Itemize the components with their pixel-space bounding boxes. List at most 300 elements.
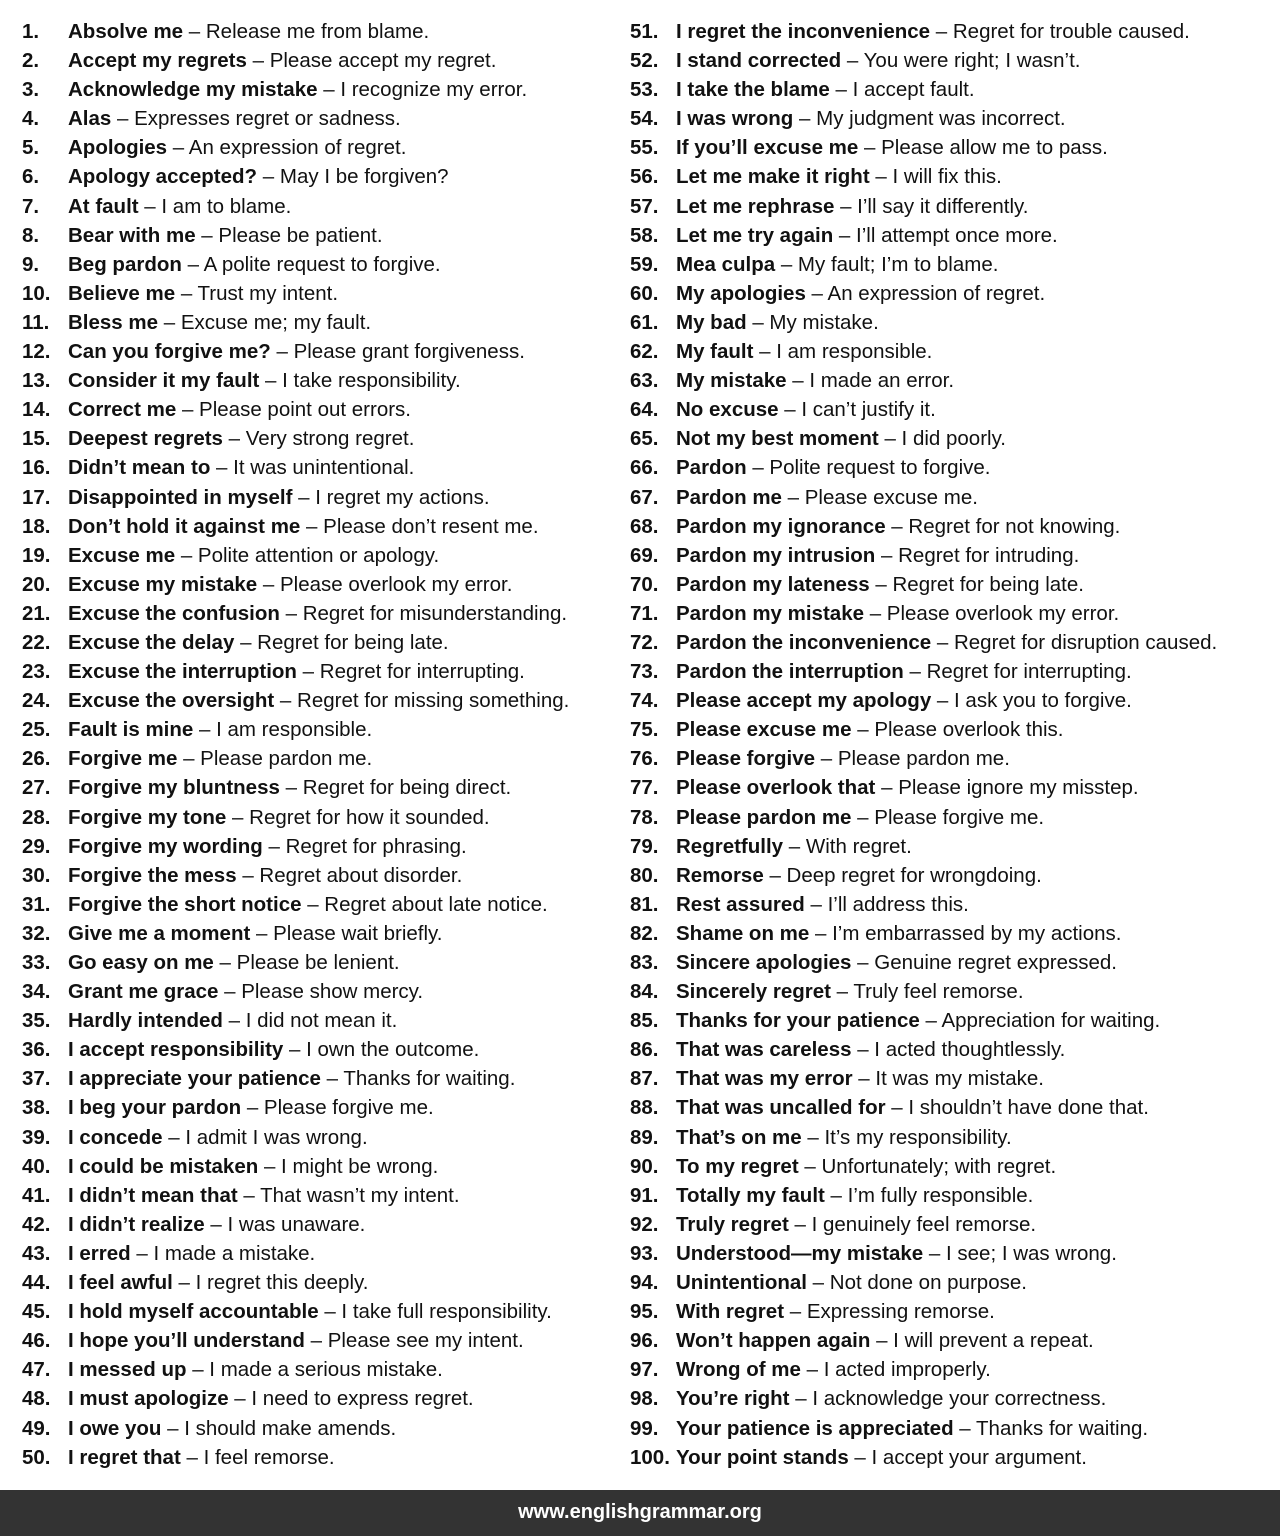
list-item [22,948,622,977]
list-item [630,337,1270,366]
item-separator: – [318,1300,342,1324]
item-number: 82. [630,921,659,945]
item-meaning: I am responsible. [216,718,373,742]
item-separator: – [746,456,770,480]
item-phrase: I feel awful [68,1271,173,1295]
item-separator: – [775,252,798,276]
list-item [630,162,1270,191]
item-number: 14. [22,398,51,422]
item-meaning: Unfortunately; with regret. [821,1154,1057,1178]
item-phrase: Wrong of me [676,1358,801,1382]
item-meaning: It was my mistake. [875,1067,1044,1091]
item-separator: – [805,281,828,305]
list-item [22,803,622,832]
item-number: 28. [22,805,51,829]
item-separator: – [158,310,181,334]
list-item [22,424,622,453]
item-phrase: Deepest regrets [68,427,223,451]
list-item [22,686,622,715]
item-number: 95. [630,1300,659,1324]
item-number: 12. [22,340,51,364]
item-meaning: Regret for interrupting. [926,660,1132,684]
list-item [630,1384,1270,1413]
item-meaning: Regret for missing something. [297,689,570,713]
list-item [22,250,622,279]
list-item [630,424,1270,453]
item-number: 94. [630,1271,659,1295]
item-phrase: That was uncalled for [676,1096,886,1120]
list-item [630,308,1270,337]
item-phrase: You’re right [676,1387,790,1411]
item-number: 50. [22,1445,51,1469]
item-meaning: Please be patient. [218,223,383,247]
item-phrase: That was my error [676,1067,853,1091]
phrase-column-left [22,17,622,1472]
list-item [22,570,622,599]
item-meaning: Regret for trouble caused. [952,20,1190,43]
item-number: 92. [630,1212,659,1236]
item-number: 75. [630,718,659,742]
item-separator: – [172,1271,196,1295]
item-phrase: Apologies [68,136,168,160]
item-separator: – [753,340,777,364]
item-phrase: At fault [68,194,139,218]
list-item [630,192,1270,221]
item-meaning: I own the outcome. [306,1038,480,1062]
item-separator: – [824,1183,848,1207]
item-meaning: I accept your argument. [871,1445,1087,1469]
item-phrase: Go easy on me [68,951,214,974]
list-item [630,1123,1270,1152]
item-separator: – [858,136,882,160]
list-item [630,1152,1270,1181]
item-separator: – [885,514,909,538]
item-phrase: Sincerely regret [676,980,831,1004]
item-meaning: I should make amends. [184,1416,397,1440]
item-phrase: I erred [68,1241,131,1265]
item-number: 43. [22,1241,51,1265]
item-phrase: Pardon [676,456,747,480]
item-phrase: Pardon my mistake [676,601,864,625]
list-item [22,1443,622,1472]
list-item [630,599,1270,628]
list-item [630,1239,1270,1268]
item-number: 91. [630,1183,659,1207]
item-meaning: Please show mercy. [241,980,424,1004]
item-number: 26. [22,747,51,771]
item-phrase: With regret [676,1300,785,1324]
item-phrase: Don’t hold it against me [68,514,301,538]
item-separator: – [919,1009,942,1033]
item-number: 97. [630,1358,659,1382]
list-item [630,395,1270,424]
item-number: 27. [22,776,51,800]
item-number: 77. [630,776,659,800]
item-phrase: Forgive my tone [68,805,227,829]
item-separator: – [829,78,853,102]
item-separator: – [869,572,893,596]
list-item [630,1297,1270,1326]
list-item [630,773,1270,802]
item-number: 98. [630,1387,659,1411]
item-meaning: My mistake. [769,310,879,334]
list-item [22,221,622,250]
item-number: 46. [22,1329,51,1353]
list-item [22,17,622,46]
list-item [630,1414,1270,1443]
item-number: 36. [22,1038,51,1062]
item-separator: – [222,1009,246,1033]
item-meaning: I am to blame. [161,194,292,218]
item-meaning: May I be forgiven? [279,165,449,189]
list-item [22,628,622,657]
list-item [22,1268,622,1297]
item-phrase: Let me make it right [676,165,870,189]
list-item [22,162,622,191]
item-number: 23. [22,660,51,684]
item-separator: – [878,427,902,451]
item-meaning: Regret for phrasing. [285,834,467,858]
item-phrase: Your point stands [676,1445,849,1469]
item-number: 7. [22,194,40,218]
item-meaning: I feel remorse. [203,1445,335,1469]
item-separator: – [270,340,294,364]
item-separator: – [783,834,806,858]
item-meaning: I made a serious mistake. [209,1358,443,1382]
item-separator: – [176,398,200,422]
item-separator: – [258,1154,282,1178]
item-number: 61. [630,310,659,334]
list-item [22,1384,622,1413]
item-separator: – [180,1445,204,1469]
item-separator: – [259,369,283,393]
list-item [22,1239,622,1268]
item-phrase: My bad [676,310,747,334]
item-phrase: I regret the inconvenience [676,20,931,43]
item-number: 17. [22,485,51,509]
item-meaning: I might be wrong. [281,1154,439,1178]
item-number: 49. [22,1416,51,1440]
list-item [630,803,1270,832]
item-meaning: I did not mean it. [245,1009,398,1033]
list-item [22,192,622,221]
item-number: 87. [630,1067,659,1091]
item-phrase: I concede [68,1125,163,1149]
item-phrase: Excuse the confusion [68,601,280,625]
item-phrase: Acknowledge my mistake [68,78,318,102]
item-meaning: Not done on purpose. [829,1271,1027,1295]
item-number: 67. [630,485,659,509]
item-phrase: Pardon the inconvenience [676,630,932,654]
item-separator: – [304,1329,328,1353]
item-phrase: Your patience is appreciated [676,1416,954,1440]
item-separator: – [301,892,325,916]
list-item [630,977,1270,1006]
item-number: 60. [630,281,659,305]
list-item [22,744,622,773]
list-item [630,570,1270,599]
item-separator: – [218,980,242,1004]
list-item [22,75,622,104]
item-meaning: My judgment was incorrect. [816,107,1066,131]
item-number: 68. [630,514,659,538]
item-phrase: Accept my regrets [68,49,247,73]
item-separator: – [228,1387,252,1411]
item-phrase: Sincere apologies [676,951,852,974]
item-separator: – [111,107,135,131]
item-meaning: I will prevent a repeat. [893,1329,1094,1353]
item-number: 52. [630,49,659,73]
item-phrase: Grant me grace [68,980,219,1004]
item-meaning: I take full responsibility. [341,1300,552,1324]
item-meaning: With regret. [805,834,912,858]
item-separator: – [930,20,953,43]
item-separator: – [241,1096,264,1120]
item-separator: – [210,456,234,480]
item-number: 80. [630,863,659,887]
list-item [22,1355,622,1384]
item-number: 47. [22,1358,51,1382]
item-phrase: Give me a moment [68,921,251,945]
item-separator: – [177,747,201,771]
item-separator: – [841,49,864,73]
item-separator: – [279,601,303,625]
item-phrase: Fault is mine [68,718,194,742]
item-number: 53. [630,78,659,102]
item-meaning: I am responsible. [776,340,933,364]
item-number: 8. [22,223,40,247]
list-item [630,1093,1270,1122]
item-separator: – [246,49,270,73]
item-meaning: Excuse me; my fault. [180,310,372,334]
list-item [630,948,1270,977]
item-meaning: Polite attention or apology. [197,543,440,567]
item-meaning: Please be lenient. [236,951,400,974]
item-separator: – [186,1358,210,1382]
item-meaning: Please ignore my misstep. [898,776,1139,800]
item-phrase: Hardly intended [68,1009,223,1033]
item-meaning: Please forgive me. [263,1096,434,1120]
item-number: 51. [630,20,659,43]
item-number: 89. [630,1125,659,1149]
item-number: 54. [630,107,659,131]
item-number: 24. [22,689,51,713]
item-separator: – [801,1125,825,1149]
item-number: 11. [22,310,50,334]
item-number: 48. [22,1387,51,1411]
item-phrase: Totally my fault [676,1183,825,1207]
item-phrase: Regretfully [676,834,784,858]
item-separator: – [204,1212,228,1236]
item-separator: – [809,921,833,945]
item-separator: – [181,252,204,276]
phrase-column-right [630,17,1270,1472]
footer-bar [0,1490,1280,1536]
item-meaning: I did poorly. [901,427,1006,451]
item-separator: – [848,1445,872,1469]
item-phrase: Not my best moment [676,427,879,451]
item-phrase: Didn’t mean to [68,456,211,480]
item-separator: – [875,543,899,567]
list-item [22,395,622,424]
item-number: 88. [630,1096,659,1120]
item-meaning: I admit I was wrong. [185,1125,368,1149]
list-item [630,657,1270,686]
item-separator: – [885,1096,909,1120]
item-phrase: Correct me [68,398,177,422]
item-meaning: I ask you to forgive. [954,689,1132,713]
item-number: 56. [630,165,659,189]
item-meaning: Please accept my regret. [269,49,497,73]
item-phrase: Shame on me [676,921,810,945]
item-meaning: Polite request to forgive. [769,456,991,480]
item-meaning: I’m fully responsible. [847,1183,1034,1207]
item-number: 38. [22,1096,51,1120]
item-meaning: I’ll say it differently. [857,194,1029,218]
item-phrase: Forgive my wording [68,834,263,858]
list-item [22,337,622,366]
item-number: 10. [22,281,51,305]
item-separator: – [300,514,324,538]
item-phrase: I beg your pardon [68,1096,242,1120]
list-item [630,221,1270,250]
list-item [22,1210,622,1239]
item-phrase: Absolve me [68,20,184,43]
item-number: 78. [630,805,659,829]
item-phrase: Remorse [676,863,764,887]
item-phrase: No excuse [676,398,779,422]
item-separator: – [923,1241,946,1265]
item-phrase: Disappointed in myself [68,485,293,509]
item-number: 83. [630,951,659,974]
item-separator: – [806,1271,830,1295]
list-item [22,977,622,1006]
item-separator: – [262,834,286,858]
list-item [22,919,622,948]
list-item [22,1326,622,1355]
item-number: 32. [22,921,51,945]
item-number: 99. [630,1416,659,1440]
item-separator: – [283,1038,307,1062]
item-phrase: Please accept my apology [676,689,932,713]
item-number: 35. [22,1009,51,1033]
item-number: 30. [22,863,51,887]
list-item [22,279,622,308]
item-meaning: Please see my intent. [327,1329,524,1353]
item-separator: – [788,1212,812,1236]
item-meaning: A polite request to forgive. [203,252,441,276]
item-phrase: Pardon my lateness [676,572,870,596]
item-number: 29. [22,834,51,858]
item-number: 84. [630,980,659,1004]
item-meaning: I’ll attempt once more. [856,223,1058,247]
item-number: 79. [630,834,659,858]
item-meaning: Please pardon me. [837,747,1010,771]
item-phrase: Believe me [68,281,176,305]
item-number: 4. [22,107,40,131]
list-item [22,483,622,512]
item-number: 100. [630,1445,670,1469]
list-item [22,773,622,802]
item-separator: – [162,1125,186,1149]
item-phrase: Excuse me [68,543,176,567]
list-item [22,133,622,162]
list-item [630,1210,1270,1239]
item-phrase: If you’ll excuse me [676,136,859,160]
list-item [22,1035,622,1064]
item-number: 76. [630,747,659,771]
list-item [630,1355,1270,1384]
item-separator: – [953,1416,977,1440]
item-meaning: Regret for disruption caused. [953,630,1218,654]
list-item [22,832,622,861]
item-number: 9. [22,252,40,276]
item-meaning: I’m embarrassed by my actions. [832,921,1122,945]
item-meaning: I was unaware. [227,1212,366,1236]
list-item [630,890,1270,919]
item-phrase: My mistake [676,369,787,393]
item-meaning: Please grant forgiveness. [293,340,525,364]
item-separator: – [222,427,246,451]
list-item [22,1064,622,1093]
item-phrase: Please excuse me [676,718,852,742]
item-number: 2. [22,49,40,73]
item-meaning: I’ll address this. [827,892,969,916]
item-meaning: Thanks for waiting. [976,1416,1149,1440]
item-number: 73. [630,660,659,684]
item-phrase: Pardon my intrusion [676,543,876,567]
item-separator: – [851,1038,875,1062]
list-item [630,1006,1270,1035]
item-phrase: I messed up [68,1358,187,1382]
item-separator: – [903,660,927,684]
list-item [22,453,622,482]
item-number: 40. [22,1154,51,1178]
item-meaning: Regret for not knowing. [908,514,1121,538]
item-phrase: I stand corrected [676,49,842,73]
item-number: 70. [630,572,659,596]
footer-url: www.englishgrammar.org [518,1501,762,1523]
item-number: 62. [630,340,659,364]
item-meaning: I acted thoughtlessly. [874,1038,1066,1062]
item-number: 93. [630,1241,659,1265]
item-separator: – [875,776,899,800]
item-separator: – [195,223,219,247]
list-item [630,512,1270,541]
item-meaning: Please pardon me. [200,747,373,771]
list-item [630,744,1270,773]
item-phrase: Consider it my fault [68,369,260,393]
list-item [22,861,622,890]
item-phrase: My fault [676,340,754,364]
item-separator: – [257,165,280,189]
item-separator: – [175,543,198,567]
item-number: 96. [630,1329,659,1353]
item-number: 31. [22,892,51,916]
item-separator: – [161,1416,185,1440]
list-item [22,1093,622,1122]
list-item [22,104,622,133]
item-separator: – [234,630,258,654]
item-number: 33. [22,951,51,974]
item-number: 21. [22,601,51,625]
item-meaning: Regret for interrupting. [319,660,525,684]
item-meaning: I acted improperly. [823,1358,991,1382]
item-meaning: Regret for intruding. [898,543,1080,567]
item-phrase: I didn’t realize [68,1212,205,1236]
list-item [630,861,1270,890]
item-separator: – [851,718,875,742]
